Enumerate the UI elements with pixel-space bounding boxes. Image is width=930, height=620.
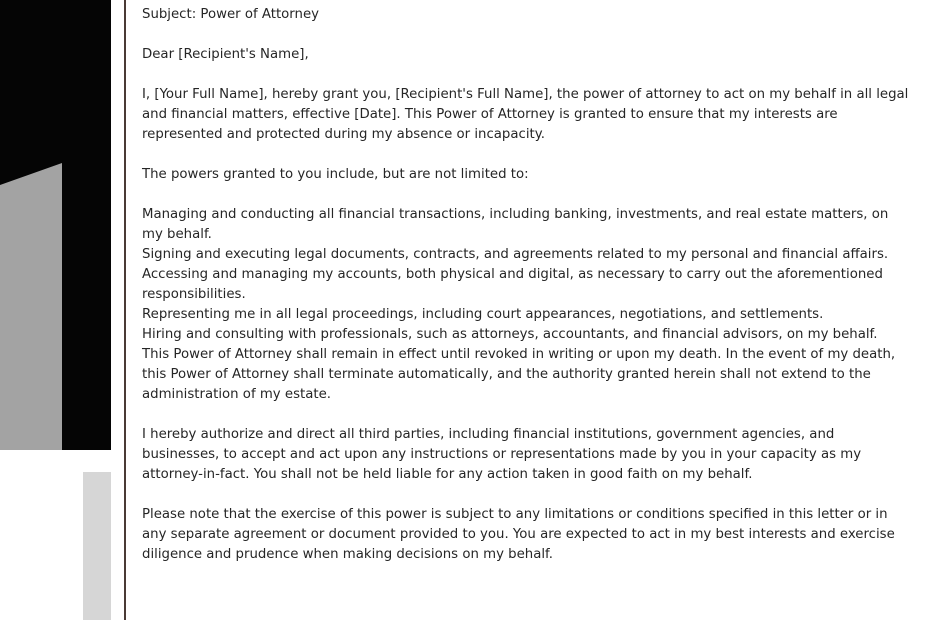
letter-intro-paragraph: I, [Your Full Name], hereby grant you, [Recipient's Full Name], the power of attorney to act on my behalf in all legal and financial matters, effective [Date]. This Power of Attorney is granted to ensure that my interests are represented and protected during my absence or incapacity. <box>142 87 909 142</box>
power-item-duration: This Power of Attorney shall remain in effect until revoked in writing or upon my death. In the event of my death, this Power of Attorney shall terminate automatically, and the authority granted herein shall not extend to the administration of my estate. <box>142 347 896 402</box>
limitations-paragraph: Please note that the exercise of this power is subject to any limitations or conditions specified in this letter or in any separate agreement or document provided to you. You are expected to act in my best interests and exercise diligence and prudence when making decisions on my behalf. <box>142 507 895 562</box>
authorization-paragraph: I hereby authorize and direct all third parties, including financial institutions, government agencies, and businesses, to accept and act upon any instructions or representations made by you in your capacity as my attorney-in-fact. You shall not be held liable for any action taken in good faith on my behalf. <box>142 427 862 482</box>
vertical-divider-line <box>124 0 126 620</box>
power-item: Accessing and managing my accounts, both physical and digital, as necessary to carry out the aforementioned responsibilities. <box>142 267 883 302</box>
letter-salutation: Dear [Recipient's Name], <box>142 47 309 62</box>
powers-intro: The powers granted to you include, but are not limited to: <box>142 167 529 182</box>
power-item: Managing and conducting all financial transactions, including banking, investments, and real estate matters, on my behalf. <box>142 207 889 242</box>
decorative-light-gray-bar <box>83 472 111 620</box>
power-item: Signing and executing legal documents, contracts, and agreements related to my personal and financial affairs. <box>142 247 889 262</box>
letter-subject: Subject: Power of Attorney <box>142 7 320 22</box>
power-item: Hiring and consulting with professionals, such as attorneys, accountants, and financial advisors, on my behalf. <box>142 327 878 342</box>
letter-body <box>142 5 912 585</box>
power-item: Representing me in all legal proceedings, including court appearances, negotiations, and settlements. <box>142 307 824 322</box>
